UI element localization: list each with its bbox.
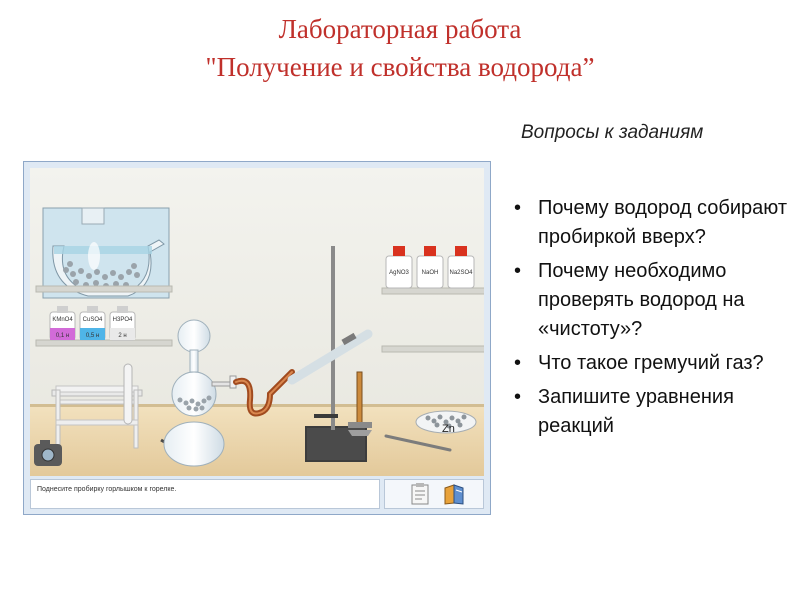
question-item [512, 194, 787, 252]
lab-scene-drawing [30, 168, 484, 476]
lab-scene [30, 168, 484, 476]
question-item [512, 383, 787, 441]
question-text: Почему водород собирают пробиркой вверх? [538, 197, 787, 248]
status-text: Поднесите пробирку горлышком к горелке. [37, 486, 177, 493]
lab-simulation-window [23, 161, 491, 515]
book-icon[interactable] [441, 482, 467, 506]
questions-heading: Вопросы к заданиям [521, 122, 704, 143]
bullet: • [514, 197, 522, 219]
reagent-bottles-right [386, 246, 474, 288]
tool-panel [384, 479, 484, 509]
slide-title [0, 10, 800, 86]
bottle-label: H3PO4 [112, 317, 133, 323]
bottle-label: AgNO3 [389, 270, 409, 276]
question-item [512, 257, 787, 344]
zn-label: Zn [442, 423, 455, 435]
question-item [512, 349, 787, 378]
questions-list [512, 194, 787, 446]
question-text: Запишите уравнения реакций [538, 386, 734, 437]
bottle-label: NaOH [421, 270, 439, 276]
bottle-concentration: 2 н [118, 333, 127, 339]
question-text: Почему необходимо проверять водород на «чистоту»? [538, 260, 745, 340]
question-text: Что такое гремучий газ? [538, 352, 764, 374]
title-line-1: Лабораторная работа [278, 14, 522, 44]
bullet: • [514, 260, 522, 282]
title-line-2: "Получение и свойства водорода” [205, 52, 595, 82]
bottle-concentration: 0,5 н [85, 333, 100, 339]
bottle-concentration: 0,1 н [55, 333, 70, 339]
status-bar [30, 479, 380, 509]
bullet: • [514, 352, 522, 374]
bullet: • [514, 386, 522, 408]
bottle-label: KMnO4 [52, 317, 73, 323]
reagent-bottles-left [50, 306, 135, 340]
clipboard-icon[interactable] [407, 482, 433, 506]
bottle-label: CuSO4 [82, 317, 103, 323]
zoom-inset [43, 208, 169, 298]
bottle-label: Na2SO4 [449, 270, 473, 276]
